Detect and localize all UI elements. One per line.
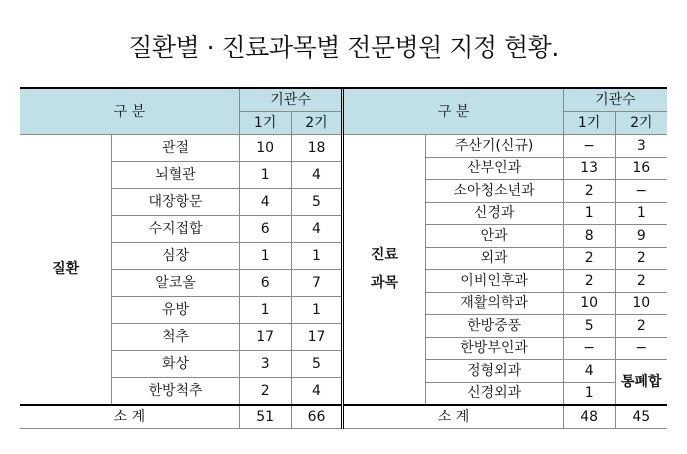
right-row-p1: 1 [563,202,615,225]
table-top-rule [20,87,667,89]
right-group-header: 구 분 [343,89,563,135]
left-row-p2: 1 [291,297,343,324]
left-row-name: 수지접합 [112,216,239,243]
left-period1-header: 1기 [239,112,291,135]
right-row-p1: 13 [563,157,615,180]
right-row-p2: 2 [615,315,667,338]
left-row-name: 화상 [112,351,239,378]
left-row-p1: 1 [239,243,291,270]
right-subtotal-label: 소 계 [343,405,563,429]
left-subtotal-p2: 66 [291,405,343,429]
left-category-cell: 질환 [20,135,112,405]
left-row-p2: 4 [291,378,343,405]
left-subtotal-p1: 51 [239,405,291,429]
left-row-p1: 6 [239,216,291,243]
right-period1-header: 1기 [563,112,615,135]
left-group-header: 구 분 [20,89,239,135]
left-row-p1: 3 [239,351,291,378]
left-row-name: 알코올 [112,270,239,297]
right-row-p2: − [615,337,667,360]
right-row-name: 주산기(신규) [425,135,563,158]
right-row-name: 한방중풍 [425,315,563,338]
right-row-p1: 2 [563,270,615,293]
left-row-p1: 10 [239,135,291,162]
right-row-p2: 2 [615,247,667,270]
right-period2-header: 2기 [615,112,667,135]
right-row-p2: 1 [615,202,667,225]
subtotal-row [20,405,667,429]
right-row-name: 안과 [425,225,563,248]
right-row-p1: 2 [563,247,615,270]
right-row-p1: 10 [563,292,615,315]
left-row-p2: 4 [291,162,343,189]
left-count-header: 기관수 [239,89,343,112]
right-subtotal-p1: 48 [563,405,615,429]
right-subtotal-p2: 45 [615,405,667,429]
left-row-name: 척추 [112,324,239,351]
left-row-name: 뇌혈관 [112,162,239,189]
page-title: 질환별 · 진료과목별 전문병원 지정 현황. [128,33,559,62]
left-subtotal-label: 소 계 [20,405,239,429]
right-row-p1: 1 [563,382,615,405]
hospital-designation-table [20,88,667,429]
left-row-p1: 1 [239,162,291,189]
right-row-name: 정형외과 [425,360,563,383]
right-row-p1: 5 [563,315,615,338]
right-row-p2: 2 [615,270,667,293]
merged-note-cell: 통폐합 [615,360,667,405]
right-row-p1: 2 [563,180,615,203]
left-row-p2: 5 [291,351,343,378]
right-row-p2: 10 [615,292,667,315]
left-row-name: 한방척추 [112,378,239,405]
left-row-name: 관절 [112,135,239,162]
right-row-p2: 9 [615,225,667,248]
left-row-p2: 18 [291,135,343,162]
left-row-p1: 6 [239,270,291,297]
right-row-p2: 16 [615,157,667,180]
left-row-p2: 1 [291,243,343,270]
right-row-name: 산부인과 [425,157,563,180]
right-row-name: 소아청소년과 [425,180,563,203]
right-row-name: 재활의학과 [425,292,563,315]
right-category-line1: 진료 [370,247,398,264]
left-period2-header: 2기 [291,112,343,135]
left-row-name: 심장 [112,243,239,270]
right-row-p1: 8 [563,225,615,248]
right-category-line2: 과목 [370,275,398,292]
right-row-p2: 3 [615,135,667,158]
right-row-name: 신경과 [425,202,563,225]
right-count-header: 기관수 [563,89,667,112]
right-row-name: 이비인후과 [425,270,563,293]
right-row-p1: − [563,135,615,158]
right-row-name: 외과 [425,247,563,270]
right-row-p1: − [563,337,615,360]
left-row-name: 유방 [112,297,239,324]
right-row-name: 신경외과 [425,382,563,405]
right-row-p2: − [615,180,667,203]
left-row-p2: 17 [291,324,343,351]
right-row-p1: 4 [563,360,615,383]
header-row-1 [20,89,667,112]
left-row-p1: 1 [239,297,291,324]
left-row-p2: 7 [291,270,343,297]
left-row-p1: 17 [239,324,291,351]
right-category-cell [343,135,425,405]
left-row-p1: 2 [239,378,291,405]
left-row-p2: 5 [291,189,343,216]
left-row-p1: 4 [239,189,291,216]
left-row-name: 대장항문 [112,189,239,216]
left-row-p2: 4 [291,216,343,243]
right-row-name: 한방부인과 [425,337,563,360]
